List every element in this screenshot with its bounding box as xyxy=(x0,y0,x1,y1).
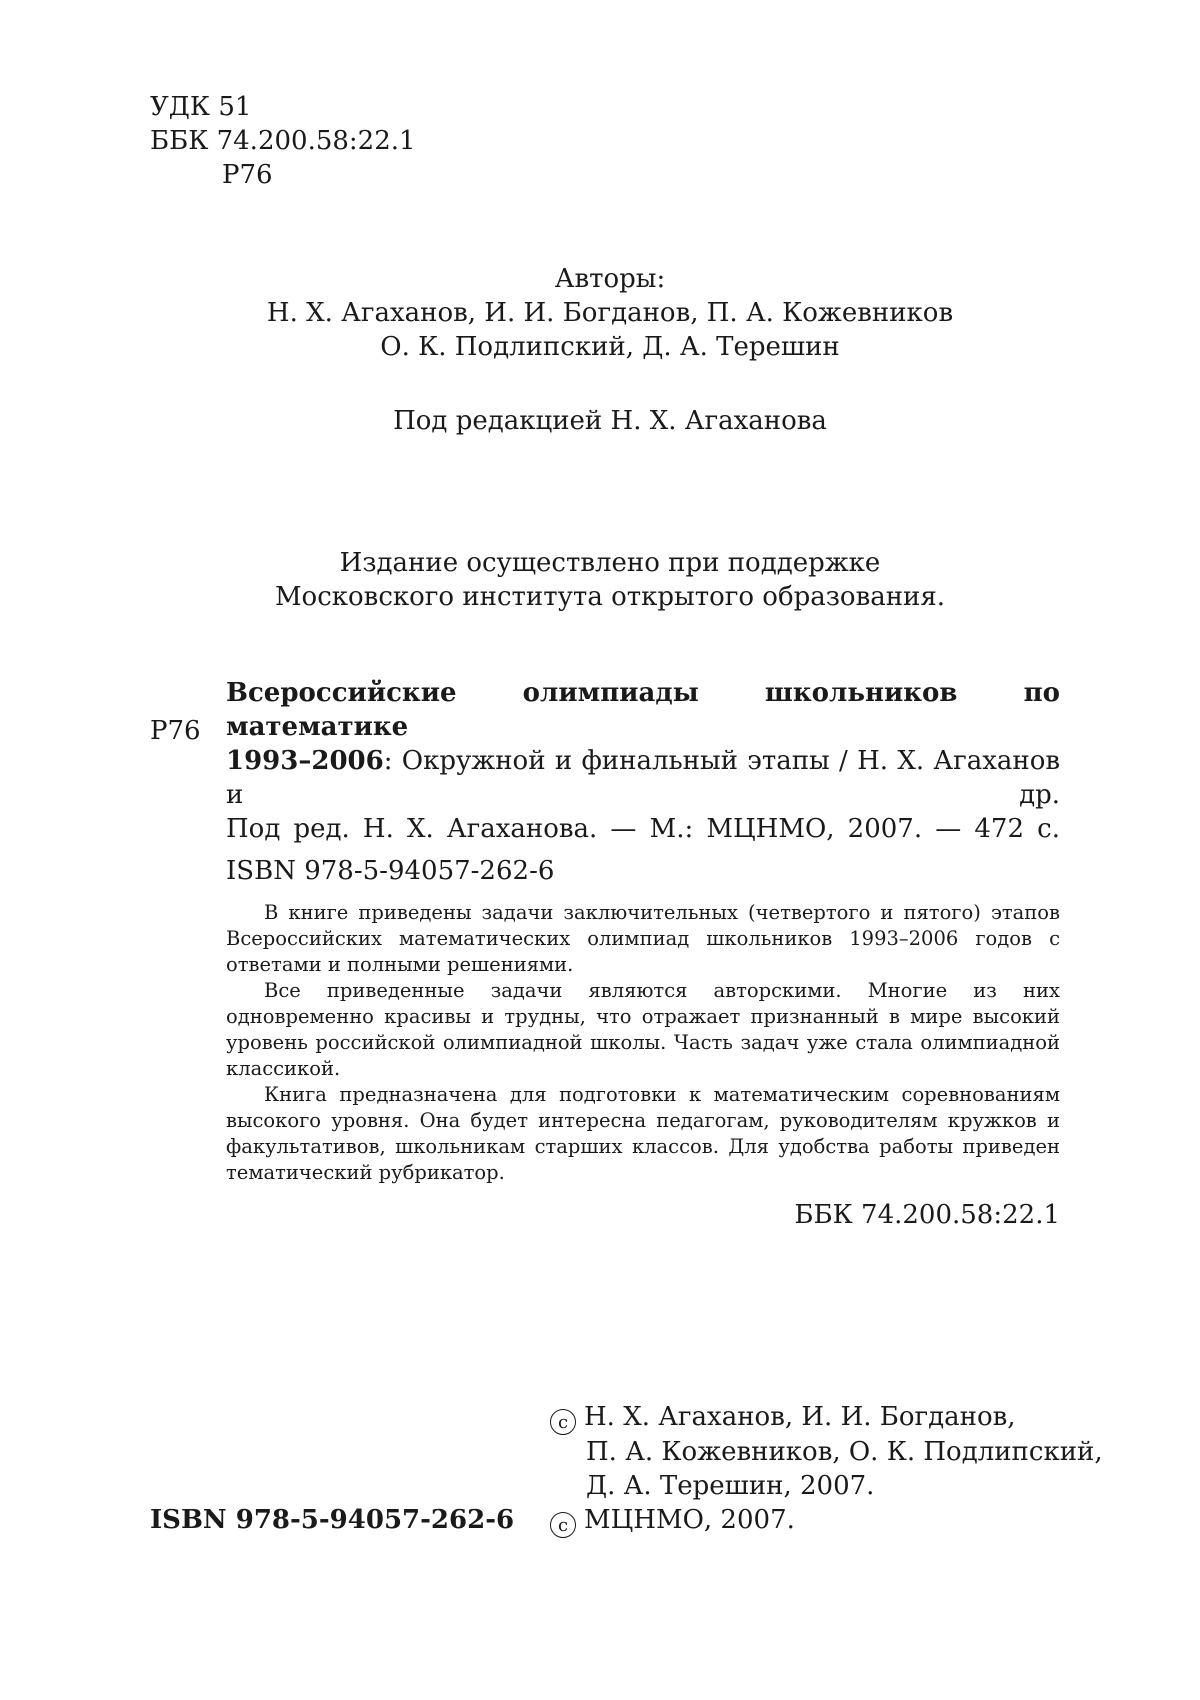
annotation-paragraph: Все приведенные задачи являются авторскими. Многие из них одновременно красивы и трудны, что отражает признанный в мире высокий уровень российской олимпиадной школы. Часть задач уже стала олимпиадной классикой. xyxy=(226,978,1060,1082)
book-publication-line: Под ред. Н. Х. Агаханова. — М.: МЦНМО, 2007. — 472 с. xyxy=(226,812,1060,846)
support-note xyxy=(200,546,1020,614)
authors-line-2: О. К. Подлипский, Д. А. Терешин xyxy=(200,330,1020,364)
book-title-line-1: Всероссийские олимпиады школьников по математике xyxy=(226,676,1060,744)
support-line-1: Издание осуществлено при поддержке xyxy=(200,546,1020,580)
annotation-paragraph: Книга предназначена для подготовки к математическим соревнованиям высокого уровня. Она будет интересна педагогам, руководителям кружков и факультативов, школьникам старших классов. Для удобства работы приведен тематический рубрикатор. xyxy=(226,1082,1060,1186)
annotation xyxy=(226,900,1060,1186)
card-bbk: ББК 74.200.58:22.1 xyxy=(226,1198,1060,1232)
authors-line-1: Н. Х. Агаханов, И. И. Богданов, П. А. Кожевников xyxy=(200,296,1020,330)
bbk-code: ББК 74.200.58:22.1 xyxy=(150,124,416,158)
author-sign-code: Р76 xyxy=(150,158,416,192)
card-author-sign: Р76 xyxy=(150,714,201,748)
book-title-line-2 xyxy=(226,744,1060,812)
authors-block xyxy=(200,262,1020,364)
copyright-block xyxy=(550,1400,1103,1538)
classification-codes xyxy=(150,90,416,192)
book-years: 1993–2006 xyxy=(226,746,384,776)
copyright-authors-line-3: Д. А. Терешин, 2007. xyxy=(550,1469,1103,1503)
card-isbn: ISBN 978-5-94057-262-6 xyxy=(226,854,1060,888)
book-subtitle: : Окружной и финальный этапы / Н. Х. Агаханов и др. xyxy=(226,746,1060,810)
annotation-paragraph: В книге приведены задачи заключительных (четвертого и пятого) этапов Всероссийских математических олимпиад школьников 1993–2006 годов с ответами и полными решениями. xyxy=(226,900,1060,978)
udk-code: УДК 51 xyxy=(150,90,416,124)
support-line-2: Московского института открытого образования. xyxy=(200,580,1020,614)
copyright-authors-line-1: c Н. Х. Агаханов, И. И. Богданов, xyxy=(550,1400,1103,1435)
editor-line: Под редакцией Н. Х. Агаханова xyxy=(200,404,1020,438)
authors-label: Авторы: xyxy=(200,262,1020,296)
copyright-icon: c xyxy=(550,1512,576,1538)
catalog-card xyxy=(226,676,1060,1232)
isbn-footer: ISBN 978-5-94057-262-6 xyxy=(150,1503,514,1537)
copyright-authors-line-2: П. А. Кожевников, О. К. Подлипский, xyxy=(550,1435,1103,1469)
copyright-icon: c xyxy=(550,1409,576,1435)
copyright-publisher: c МЦНМО, 2007. xyxy=(550,1503,1103,1538)
